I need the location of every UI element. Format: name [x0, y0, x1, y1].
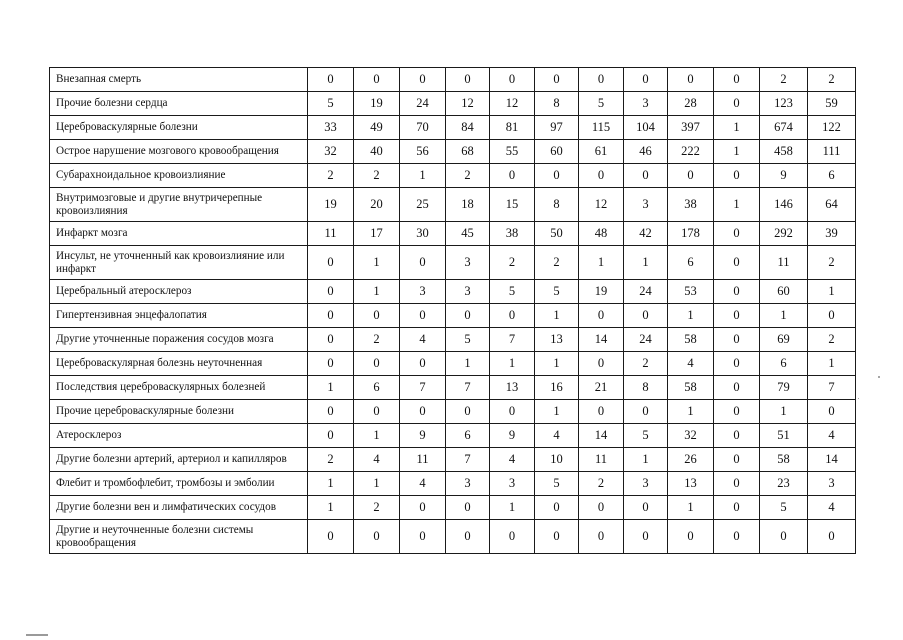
cell-value: 45 [446, 222, 490, 246]
scan-speck [878, 376, 880, 378]
cell-value: 2 [535, 246, 579, 280]
cell-value: 0 [714, 472, 760, 496]
cell-value: 0 [714, 520, 760, 554]
cell-value: 0 [446, 520, 490, 554]
table-row [50, 188, 856, 222]
cell-value: 14 [808, 448, 856, 472]
cell-value: 1 [308, 376, 354, 400]
cell-value: 81 [490, 116, 535, 140]
cell-value: 0 [400, 520, 446, 554]
cell-value: 0 [535, 520, 579, 554]
cell-value: 0 [490, 304, 535, 328]
cell-value: 0 [808, 304, 856, 328]
cell-value: 2 [808, 328, 856, 352]
cell-value: 51 [760, 424, 808, 448]
cell-value: 0 [446, 304, 490, 328]
cell-value: 0 [808, 400, 856, 424]
row-label: Церебральный атеросклероз [50, 280, 308, 304]
cell-value: 0 [490, 520, 535, 554]
cell-value: 0 [760, 520, 808, 554]
table-row [50, 520, 856, 554]
cell-value: 397 [668, 116, 714, 140]
cell-value: 7 [808, 376, 856, 400]
cell-value: 222 [668, 140, 714, 164]
cell-value: 0 [714, 352, 760, 376]
row-label: Другие болезни артерий, артериол и капилляров [50, 448, 308, 472]
cell-value: 0 [714, 448, 760, 472]
cell-value: 146 [760, 188, 808, 222]
cell-value: 25 [400, 188, 446, 222]
cell-value: 0 [714, 92, 760, 116]
cell-value: 38 [668, 188, 714, 222]
table-row [50, 472, 856, 496]
cell-value: 0 [579, 68, 624, 92]
cell-value: 28 [668, 92, 714, 116]
cell-value: 49 [354, 116, 400, 140]
cell-value: 1 [579, 246, 624, 280]
cell-value: 292 [760, 222, 808, 246]
cell-value: 97 [535, 116, 579, 140]
cell-value: 2 [446, 164, 490, 188]
row-label: Другие и неуточненные болезни системы кровообращения [50, 520, 308, 554]
cell-value: 5 [760, 496, 808, 520]
cell-value: 1 [354, 472, 400, 496]
cell-value: 70 [400, 116, 446, 140]
cell-value: 3 [446, 472, 490, 496]
cell-value: 0 [668, 520, 714, 554]
table-row [50, 280, 856, 304]
cell-value: 7 [446, 376, 490, 400]
cell-value: 2 [308, 164, 354, 188]
cell-value: 55 [490, 140, 535, 164]
table-row [50, 164, 856, 188]
cell-value: 0 [808, 520, 856, 554]
cell-value: 122 [808, 116, 856, 140]
cell-value: 6 [354, 376, 400, 400]
cell-value: 178 [668, 222, 714, 246]
cell-value: 11 [400, 448, 446, 472]
scan-edge-mark [26, 634, 48, 636]
row-label: Последствия цереброваскулярных болезней [50, 376, 308, 400]
row-label: Инсульт, не уточненный как кровоизлияние или инфаркт [50, 246, 308, 280]
cell-value: 1 [668, 400, 714, 424]
table-body [50, 68, 856, 554]
row-label: Цереброваскулярная болезнь неуточненная [50, 352, 308, 376]
cell-value: 0 [400, 68, 446, 92]
cell-value: 0 [354, 304, 400, 328]
cell-value: 1 [308, 472, 354, 496]
cell-value: 0 [624, 400, 668, 424]
cell-value: 0 [400, 496, 446, 520]
cell-value: 42 [624, 222, 668, 246]
cell-value: 6 [808, 164, 856, 188]
cell-value: 0 [714, 164, 760, 188]
cell-value: 50 [535, 222, 579, 246]
cell-value: 0 [714, 304, 760, 328]
cell-value: 2 [354, 164, 400, 188]
cell-value: 0 [354, 68, 400, 92]
cell-value: 4 [400, 472, 446, 496]
cell-value: 0 [535, 164, 579, 188]
cell-value: 5 [490, 280, 535, 304]
cell-value: 6 [760, 352, 808, 376]
row-label: Прочие болезни сердца [50, 92, 308, 116]
cell-value: 1 [714, 140, 760, 164]
table-row [50, 328, 856, 352]
cell-value: 6 [446, 424, 490, 448]
cell-value: 56 [400, 140, 446, 164]
cell-value: 1 [490, 352, 535, 376]
table-row [50, 222, 856, 246]
cell-value: 123 [760, 92, 808, 116]
cell-value: 84 [446, 116, 490, 140]
cell-value: 69 [760, 328, 808, 352]
cell-value: 8 [535, 188, 579, 222]
cell-value: 4 [354, 448, 400, 472]
cell-value: 4 [808, 424, 856, 448]
cell-value: 0 [446, 400, 490, 424]
cell-value: 0 [624, 520, 668, 554]
cell-value: 0 [714, 400, 760, 424]
cell-value: 2 [760, 68, 808, 92]
cell-value: 1 [400, 164, 446, 188]
cell-value: 14 [579, 424, 624, 448]
cell-value: 0 [579, 304, 624, 328]
cell-value: 0 [668, 164, 714, 188]
cell-value: 26 [668, 448, 714, 472]
table-row [50, 424, 856, 448]
row-label: Субарахноидальное кровоизлияние [50, 164, 308, 188]
cell-value: 3 [624, 188, 668, 222]
cell-value: 0 [490, 164, 535, 188]
cell-value: 3 [446, 246, 490, 280]
cell-value: 0 [400, 246, 446, 280]
cell-value: 1 [714, 116, 760, 140]
cell-value: 9 [400, 424, 446, 448]
cell-value: 0 [579, 520, 624, 554]
cell-value: 0 [308, 424, 354, 448]
cell-value: 4 [535, 424, 579, 448]
cell-value: 0 [714, 496, 760, 520]
cell-value: 0 [400, 352, 446, 376]
cell-value: 111 [808, 140, 856, 164]
cell-value: 12 [446, 92, 490, 116]
cell-value: 59 [808, 92, 856, 116]
cell-value: 21 [579, 376, 624, 400]
cell-value: 2 [354, 328, 400, 352]
cell-value: 19 [354, 92, 400, 116]
table-row [50, 116, 856, 140]
cell-value: 1 [624, 448, 668, 472]
cell-value: 11 [308, 222, 354, 246]
cell-value: 32 [308, 140, 354, 164]
cell-value: 61 [579, 140, 624, 164]
cell-value: 0 [714, 246, 760, 280]
cell-value: 0 [714, 68, 760, 92]
cell-value: 104 [624, 116, 668, 140]
cell-value: 0 [308, 68, 354, 92]
cell-value: 39 [808, 222, 856, 246]
cell-value: 0 [308, 520, 354, 554]
cell-value: 38 [490, 222, 535, 246]
cell-value: 10 [535, 448, 579, 472]
cell-value: 1 [354, 246, 400, 280]
cell-value: 1 [714, 188, 760, 222]
cell-value: 0 [308, 280, 354, 304]
cell-value: 0 [308, 246, 354, 280]
cell-value: 3 [446, 280, 490, 304]
cell-value: 1 [668, 496, 714, 520]
cell-value: 0 [308, 304, 354, 328]
cell-value: 24 [624, 280, 668, 304]
row-label: Внезапная смерть [50, 68, 308, 92]
cell-value: 2 [624, 352, 668, 376]
cell-value: 5 [624, 424, 668, 448]
cell-value: 1 [354, 424, 400, 448]
table-row [50, 376, 856, 400]
scan-speck [858, 398, 859, 399]
cell-value: 3 [490, 472, 535, 496]
cell-value: 115 [579, 116, 624, 140]
cell-value: 8 [535, 92, 579, 116]
cell-value: 12 [490, 92, 535, 116]
cell-value: 24 [624, 328, 668, 352]
cell-value: 0 [308, 400, 354, 424]
cell-value: 68 [446, 140, 490, 164]
cell-value: 0 [714, 424, 760, 448]
cell-value: 1 [535, 304, 579, 328]
cell-value: 0 [535, 68, 579, 92]
cell-value: 2 [308, 448, 354, 472]
cell-value: 5 [308, 92, 354, 116]
cell-value: 53 [668, 280, 714, 304]
cell-value: 0 [490, 400, 535, 424]
mortality-table [49, 67, 856, 554]
cell-value: 58 [668, 376, 714, 400]
cell-value: 46 [624, 140, 668, 164]
cell-value: 3 [400, 280, 446, 304]
cell-value: 0 [354, 352, 400, 376]
cell-value: 0 [535, 496, 579, 520]
cell-value: 0 [308, 328, 354, 352]
cell-value: 58 [760, 448, 808, 472]
cell-value: 33 [308, 116, 354, 140]
table-row [50, 92, 856, 116]
cell-value: 0 [579, 164, 624, 188]
table-row [50, 246, 856, 280]
row-label: Цереброваскулярные болезни [50, 116, 308, 140]
cell-value: 2 [579, 472, 624, 496]
cell-value: 9 [490, 424, 535, 448]
table-row [50, 448, 856, 472]
cell-value: 0 [308, 352, 354, 376]
table-row [50, 140, 856, 164]
cell-value: 0 [579, 400, 624, 424]
table-row [50, 496, 856, 520]
cell-value: 1 [808, 280, 856, 304]
cell-value: 4 [808, 496, 856, 520]
cell-value: 2 [490, 246, 535, 280]
cell-value: 60 [760, 280, 808, 304]
cell-value: 12 [579, 188, 624, 222]
cell-value: 5 [446, 328, 490, 352]
cell-value: 19 [579, 280, 624, 304]
cell-value: 0 [446, 496, 490, 520]
cell-value: 0 [714, 222, 760, 246]
row-label: Флебит и тромбофлебит, тромбозы и эмболии [50, 472, 308, 496]
row-label: Другие болезни вен и лимфатических сосудов [50, 496, 308, 520]
cell-value: 0 [354, 400, 400, 424]
cell-value: 4 [668, 352, 714, 376]
cell-value: 18 [446, 188, 490, 222]
cell-value: 1 [446, 352, 490, 376]
cell-value: 1 [535, 400, 579, 424]
row-label: Другие уточненные поражения сосудов мозга [50, 328, 308, 352]
cell-value: 16 [535, 376, 579, 400]
cell-value: 13 [535, 328, 579, 352]
cell-value: 13 [490, 376, 535, 400]
cell-value: 1 [535, 352, 579, 376]
cell-value: 0 [490, 68, 535, 92]
cell-value: 32 [668, 424, 714, 448]
cell-value: 3 [624, 92, 668, 116]
cell-value: 1 [760, 304, 808, 328]
cell-value: 458 [760, 140, 808, 164]
cell-value: 40 [354, 140, 400, 164]
cell-value: 58 [668, 328, 714, 352]
cell-value: 0 [714, 328, 760, 352]
cell-value: 674 [760, 116, 808, 140]
cell-value: 0 [400, 400, 446, 424]
cell-value: 1 [308, 496, 354, 520]
table-row [50, 352, 856, 376]
cell-value: 5 [535, 280, 579, 304]
cell-value: 0 [624, 496, 668, 520]
cell-value: 7 [400, 376, 446, 400]
cell-value: 3 [808, 472, 856, 496]
cell-value: 4 [400, 328, 446, 352]
cell-value: 1 [624, 246, 668, 280]
cell-value: 19 [308, 188, 354, 222]
cell-value: 5 [579, 92, 624, 116]
cell-value: 8 [624, 376, 668, 400]
cell-value: 0 [446, 68, 490, 92]
row-label: Инфаркт мозга [50, 222, 308, 246]
cell-value: 60 [535, 140, 579, 164]
cell-value: 0 [624, 164, 668, 188]
row-label: Гипертензивная энцефалопатия [50, 304, 308, 328]
cell-value: 2 [354, 496, 400, 520]
cell-value: 23 [760, 472, 808, 496]
row-label: Прочие цереброваскулярные болезни [50, 400, 308, 424]
cell-value: 2 [808, 246, 856, 280]
cell-value: 4 [490, 448, 535, 472]
cell-value: 6 [668, 246, 714, 280]
cell-value: 1 [668, 304, 714, 328]
cell-value: 14 [579, 328, 624, 352]
row-label: Атеросклероз [50, 424, 308, 448]
cell-value: 17 [354, 222, 400, 246]
cell-value: 7 [446, 448, 490, 472]
row-label: Острое нарушение мозгового кровообращения [50, 140, 308, 164]
cell-value: 0 [668, 68, 714, 92]
cell-value: 0 [579, 496, 624, 520]
cell-value: 1 [354, 280, 400, 304]
cell-value: 0 [714, 280, 760, 304]
cell-value: 0 [400, 304, 446, 328]
table-row [50, 304, 856, 328]
cell-value: 7 [490, 328, 535, 352]
row-label: Внутримозговые и другие внутричерепные кровоизлияния [50, 188, 308, 222]
cell-value: 1 [490, 496, 535, 520]
cell-value: 0 [624, 68, 668, 92]
cell-value: 30 [400, 222, 446, 246]
cell-value: 9 [760, 164, 808, 188]
cell-value: 5 [535, 472, 579, 496]
cell-value: 13 [668, 472, 714, 496]
cell-value: 24 [400, 92, 446, 116]
table-row [50, 68, 856, 92]
cell-value: 79 [760, 376, 808, 400]
cell-value: 3 [624, 472, 668, 496]
cell-value: 48 [579, 222, 624, 246]
cell-value: 1 [808, 352, 856, 376]
cell-value: 0 [714, 376, 760, 400]
cell-value: 1 [760, 400, 808, 424]
cell-value: 64 [808, 188, 856, 222]
cell-value: 15 [490, 188, 535, 222]
cell-value: 20 [354, 188, 400, 222]
cell-value: 11 [760, 246, 808, 280]
cell-value: 0 [354, 520, 400, 554]
cell-value: 11 [579, 448, 624, 472]
cell-value: 0 [624, 304, 668, 328]
cell-value: 2 [808, 68, 856, 92]
table-row [50, 400, 856, 424]
cell-value: 0 [579, 352, 624, 376]
